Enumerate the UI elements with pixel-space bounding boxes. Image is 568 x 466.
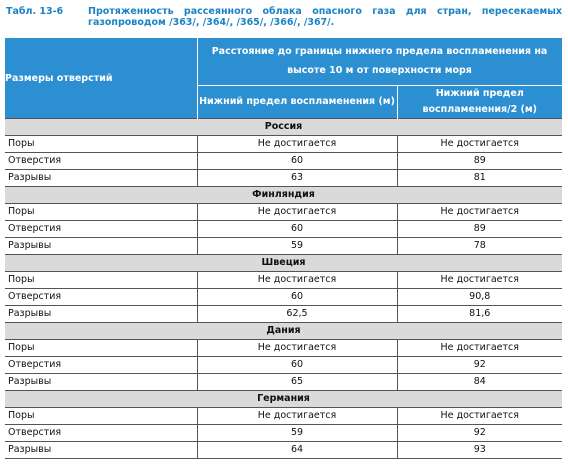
cell-half-lower-limit: 81,6 <box>397 306 562 323</box>
row-label: Отверстия <box>5 221 197 238</box>
header-group-label: Расстояние до границы нижнего предела воспламенения на высоте 10 м от поверхности моря <box>197 38 562 85</box>
cell-lower-limit: 62,5 <box>197 306 397 323</box>
header-col-lower-limit: Нижний предел воспламенения (м) <box>197 85 397 118</box>
row-label: Поры <box>5 340 197 357</box>
row-label: Разрывы <box>5 170 197 187</box>
cell-half-lower-limit: Не достигается <box>397 204 562 221</box>
table-row <box>5 221 562 238</box>
cell-lower-limit: 60 <box>197 221 397 238</box>
row-label: Поры <box>5 204 197 221</box>
table-title: Протяженность рассеянного облака опасного газа для стран, пересекаемых газопроводом /363/, /364/, /365/, /366/, /367/. <box>88 6 562 28</box>
row-label: Отверстия <box>5 425 197 442</box>
header-row-label: Размеры отверстий <box>5 38 197 119</box>
data-table <box>5 38 563 459</box>
cell-lower-limit: 59 <box>197 238 397 255</box>
row-label: Поры <box>5 136 197 153</box>
section-row <box>5 323 562 340</box>
row-label: Отверстия <box>5 289 197 306</box>
row-label: Разрывы <box>5 238 197 255</box>
cell-lower-limit: 64 <box>197 442 397 459</box>
cell-lower-limit: 60 <box>197 153 397 170</box>
table-caption <box>6 6 562 28</box>
cell-half-lower-limit: 92 <box>397 425 562 442</box>
cell-half-lower-limit: 89 <box>397 221 562 238</box>
table-number: Табл. 13-6 <box>6 6 64 17</box>
section-country: Германия <box>5 391 562 408</box>
cell-half-lower-limit: Не достигается <box>397 340 562 357</box>
table-row <box>5 238 562 255</box>
row-label: Разрывы <box>5 374 197 391</box>
cell-half-lower-limit: 81 <box>397 170 562 187</box>
section-country: Россия <box>5 119 562 136</box>
section-row <box>5 187 562 204</box>
cell-half-lower-limit: 78 <box>397 238 562 255</box>
cell-half-lower-limit: Не достигается <box>397 136 562 153</box>
row-label: Разрывы <box>5 442 197 459</box>
row-label: Отверстия <box>5 357 197 374</box>
cell-half-lower-limit: 92 <box>397 357 562 374</box>
cell-half-lower-limit: Не достигается <box>397 272 562 289</box>
table-row <box>5 204 562 221</box>
cell-half-lower-limit: 84 <box>397 374 562 391</box>
cell-lower-limit: Не достигается <box>197 272 397 289</box>
cell-lower-limit: Не достигается <box>197 340 397 357</box>
table-row <box>5 340 562 357</box>
section-country: Финляндия <box>5 187 562 204</box>
cell-half-lower-limit: 89 <box>397 153 562 170</box>
table-row <box>5 153 562 170</box>
cell-half-lower-limit: Не достигается <box>397 408 562 425</box>
cell-half-lower-limit: 93 <box>397 442 562 459</box>
section-country: Швеция <box>5 255 562 272</box>
table-row <box>5 408 562 425</box>
row-label: Поры <box>5 272 197 289</box>
table-row <box>5 170 562 187</box>
cell-lower-limit: 60 <box>197 289 397 306</box>
table-row <box>5 306 562 323</box>
header-col-half-lower-limit: Нижний предел воспламенения/2 (м) <box>397 85 562 118</box>
table-row <box>5 289 562 306</box>
table-row <box>5 136 562 153</box>
table-row <box>5 425 562 442</box>
section-row <box>5 255 562 272</box>
table-row <box>5 374 562 391</box>
cell-lower-limit: 59 <box>197 425 397 442</box>
row-label: Поры <box>5 408 197 425</box>
section-row <box>5 119 562 136</box>
cell-lower-limit: Не достигается <box>197 136 397 153</box>
row-label: Разрывы <box>5 306 197 323</box>
table-row <box>5 442 562 459</box>
cell-lower-limit: Не достигается <box>197 408 397 425</box>
cell-lower-limit: Не достигается <box>197 204 397 221</box>
cell-half-lower-limit: 90,8 <box>397 289 562 306</box>
table-row <box>5 272 562 289</box>
cell-lower-limit: 60 <box>197 357 397 374</box>
cell-lower-limit: 63 <box>197 170 397 187</box>
section-row <box>5 391 562 408</box>
cell-lower-limit: 65 <box>197 374 397 391</box>
table-body <box>5 119 562 459</box>
row-label: Отверстия <box>5 153 197 170</box>
table-row <box>5 357 562 374</box>
section-country: Дания <box>5 323 562 340</box>
